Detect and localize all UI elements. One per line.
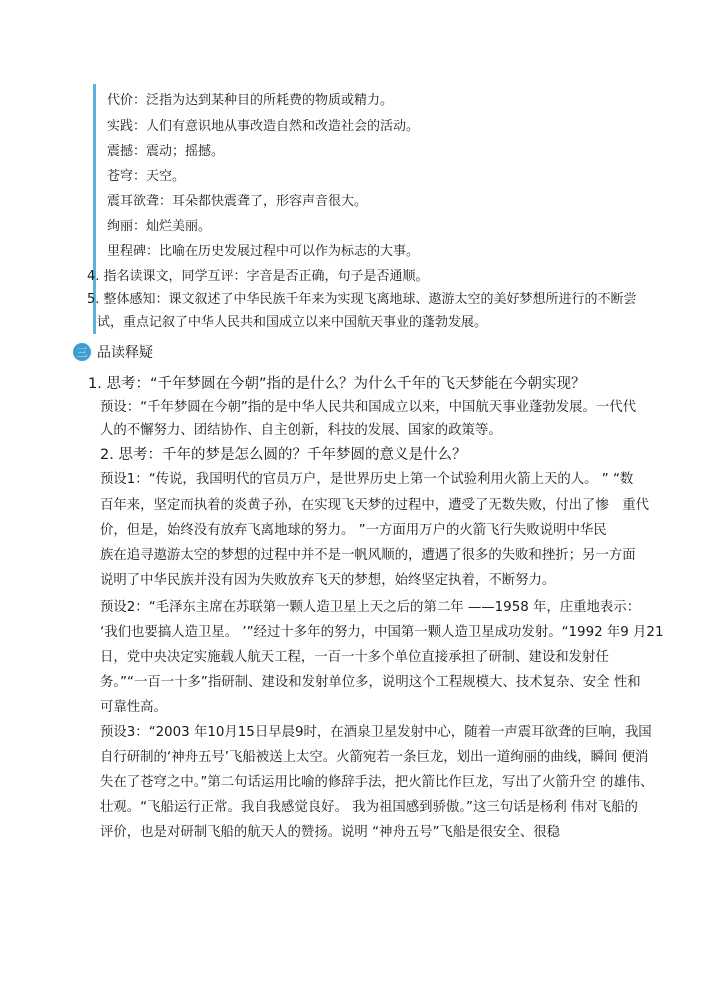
answer-line: 预设：“千年梦圆在今朝”指的是中华人民共和国成立以来，中国航天事业蓬勃发展。一代代	[100, 400, 637, 415]
section-heading	[73, 341, 153, 363]
vocab-line: 震撼：震动；摇撼。	[107, 144, 225, 159]
section-number-badge: 三	[73, 343, 91, 361]
question-line: 2. 思考：千年的梦是怎么圆的？千年梦圆的意义是什么？	[100, 447, 467, 463]
answer-line: 失在了苍穹之中。”第二句话运用比喻的修辞手法，把火箭比作巨龙，写出了火箭升空 的雄伟、	[100, 775, 654, 790]
vocab-line: 代价：泛指为达到某种目的所耗费的物质或精力。	[107, 93, 394, 108]
answer-line: 预设1：“传说，我国明代的官员万户，是世界历史上第一个试验利用火箭上天的人。 ” “数	[100, 472, 634, 487]
answer-line: 百年来，坚定而执着的炎黄子孙，在实现飞天梦的过程中，遭受了无数失败，付出了惨 重代	[100, 498, 650, 513]
step-line: 试，重点记叙了中华人民共和国成立以来中国航天事业的蓬勃发展。	[97, 315, 488, 330]
answer-line: 可靠性高。	[100, 700, 167, 715]
answer-line: 说明了中华民族并没有因为失败放弃飞天的梦想，始终坚定执着，不断努力。	[100, 573, 556, 588]
vocab-line: 绚丽：灿烂美丽。	[107, 219, 212, 234]
vocab-line: 实践：人们有意识地从事改造自然和改造社会的活动。	[107, 119, 420, 134]
answer-line: 评价，也是对研制飞船的航天人的赞扬。说明 “神舟五号”飞船是很安全、很稳	[100, 825, 561, 840]
answer-line: 预设3：“2003 年10月15日早晨9时，在酒泉卫星发射中心，随着一声震耳欲聋的巨响，我国	[100, 725, 652, 740]
answer-line: 自行研制的‘神舟五号’飞船被送上太空。火箭宛若一条巨龙，划出一道绚丽的曲线，瞬间 便消	[100, 750, 649, 765]
vocab-line: 里程碑：比喻在历史发展过程中可以作为标志的大事。	[107, 244, 420, 259]
answer-line: 预设2：“毛泽东主席在苏联第一颗人造卫星上天之后的第二年 ——1958 年，庄重地表示：	[100, 600, 641, 615]
answer-line: 人的不懈努力、团结协作、自主创新，科技的发展、国家的政策等。	[100, 423, 502, 438]
section-title: 品读释疑	[97, 345, 153, 361]
answer-line: 日，党中央决定实施载人航天工程，一百一十多个单位直接承担了研制、建设和发射任	[100, 650, 609, 665]
answer-line: ‘我们也要搞人造卫星。 ’”经过十多年的努力，中国第一颗人造卫星成功发射。“1992 年9 月21	[100, 625, 664, 640]
page-bottom-area	[80, 983, 642, 984]
step-line: 5. 整体感知：课文叙述了中华民族千年来为实现飞离地球、遨游太空的美好梦想所进行的不断尝	[87, 292, 637, 307]
vocab-line: 苍穹：天空。	[107, 169, 186, 184]
step-line: 4. 指名读课文，同学互评：字音是否正确，句子是否通顺。	[87, 269, 429, 284]
answer-line: 价，但是，始终没有放弃飞离地球的努力。 ”一方面用万户的火箭飞行失败说明中华民	[100, 523, 607, 538]
answer-line: 务。”“一百一十多”指研制、建设和发射单位多，说明这个工程规模大、技术复杂、安全 性和	[100, 675, 641, 690]
vocab-line: 震耳欲聋：耳朵都快震聋了，形容声音很大。	[107, 194, 368, 209]
question-line: 1. 思考：“千年梦圆在今朝”指的是什么？为什么千年的飞天梦能在今朝实现？	[88, 376, 586, 392]
answer-line: 壮观。“飞船运行正常。我自我感觉良好。 我为祖国感到骄傲。”这三句话是杨利 伟对飞船的	[100, 800, 638, 815]
answer-line: 族在追寻遨游太空的梦想的过程中并不是一帆风顺的，遭遇了很多的失败和挫折；另一方面	[100, 548, 636, 563]
